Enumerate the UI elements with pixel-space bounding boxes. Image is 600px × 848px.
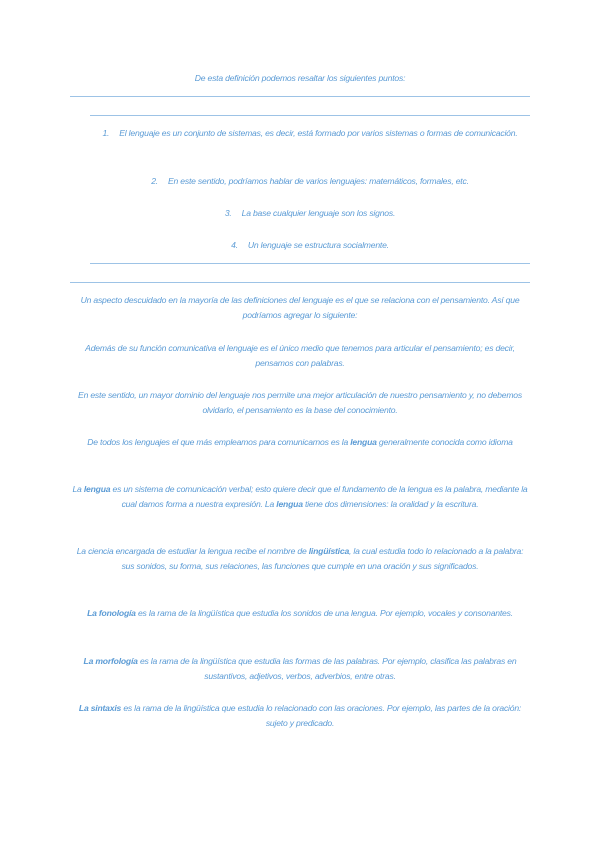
- list-item-1: 1. El lenguaje es un conjunto de sistemas, es decir, está formado por varios sistemas o formas de comunicación.: [102, 128, 518, 138]
- paragraph-9: La sintaxis es la rama de la lingüística que estudia lo relacionado con las oraciones. Por ejemplo, las partes de la oración: sujeto y predicado.: [78, 703, 522, 728]
- paragraph-2: Además de su función comunicativa el lenguaje es el único medio que tenemos para articular el pensamiento; es decir, pensamos con palabras.: [85, 343, 515, 368]
- paragraph-7: La fonología es la rama de la lingüística que estudia los sonidos de una lengua. Por ejemplo, vocales y consonantes.: [87, 608, 513, 618]
- divider: [90, 263, 530, 264]
- list-item-2: 2. En este sentido, podríamos hablar de varios lenguajes: matemáticos, formales, etc.: [151, 176, 469, 186]
- intro-text: De esta definición podemos resaltar los siguientes puntos:: [194, 73, 406, 83]
- paragraph-6: La ciencia encargada de estudiar la lengua recibe el nombre de lingüística, la cual estudia todo lo relacionado a la palabra: sus sonidos, su forma, sus relaciones, las funciones que cumple en una oración y sus significados.: [76, 546, 524, 571]
- paragraph-3: En este sentido, un mayor dominio del lenguaje nos permite una mejor articulación de nuestro pensamiento y, no debemos olvidarlo, el pensamiento es la base del conocimiento.: [78, 390, 522, 415]
- divider: [70, 282, 530, 283]
- paragraph-5: La lengua es un sistema de comunicación verbal; esto quiere decir que el fundamento de la lengua es la palabra, mediante la cual damos forma a nuestra expresión. La lengua tiene dos dimensiones: la oralidad y la escritura.: [72, 484, 528, 509]
- divider: [90, 115, 530, 116]
- list-item-4: 4. Un lenguaje se estructura socialmente.: [231, 240, 389, 250]
- paragraph-4: De todos los lenguajes el que más empleamos para comunicarnos es la lengua generalmente conocida como idioma: [87, 437, 513, 447]
- list-item-3: 3. La base cualquier lenguaje son los signos.: [224, 208, 396, 218]
- divider: [70, 96, 530, 97]
- paragraph-8: La morfología es la rama de la lingüística que estudia las formas de las palabras. Por ejemplo, clasifica las palabras en sustantivos, adjetivos, verbos, adverbios, entre otras.: [83, 656, 517, 681]
- paragraph-1: Un aspecto descuidado en la mayoría de las definiciones del lenguaje es el que se relaciona con el pensamiento. Así que podríamos agregar lo siguiente:: [80, 295, 520, 320]
